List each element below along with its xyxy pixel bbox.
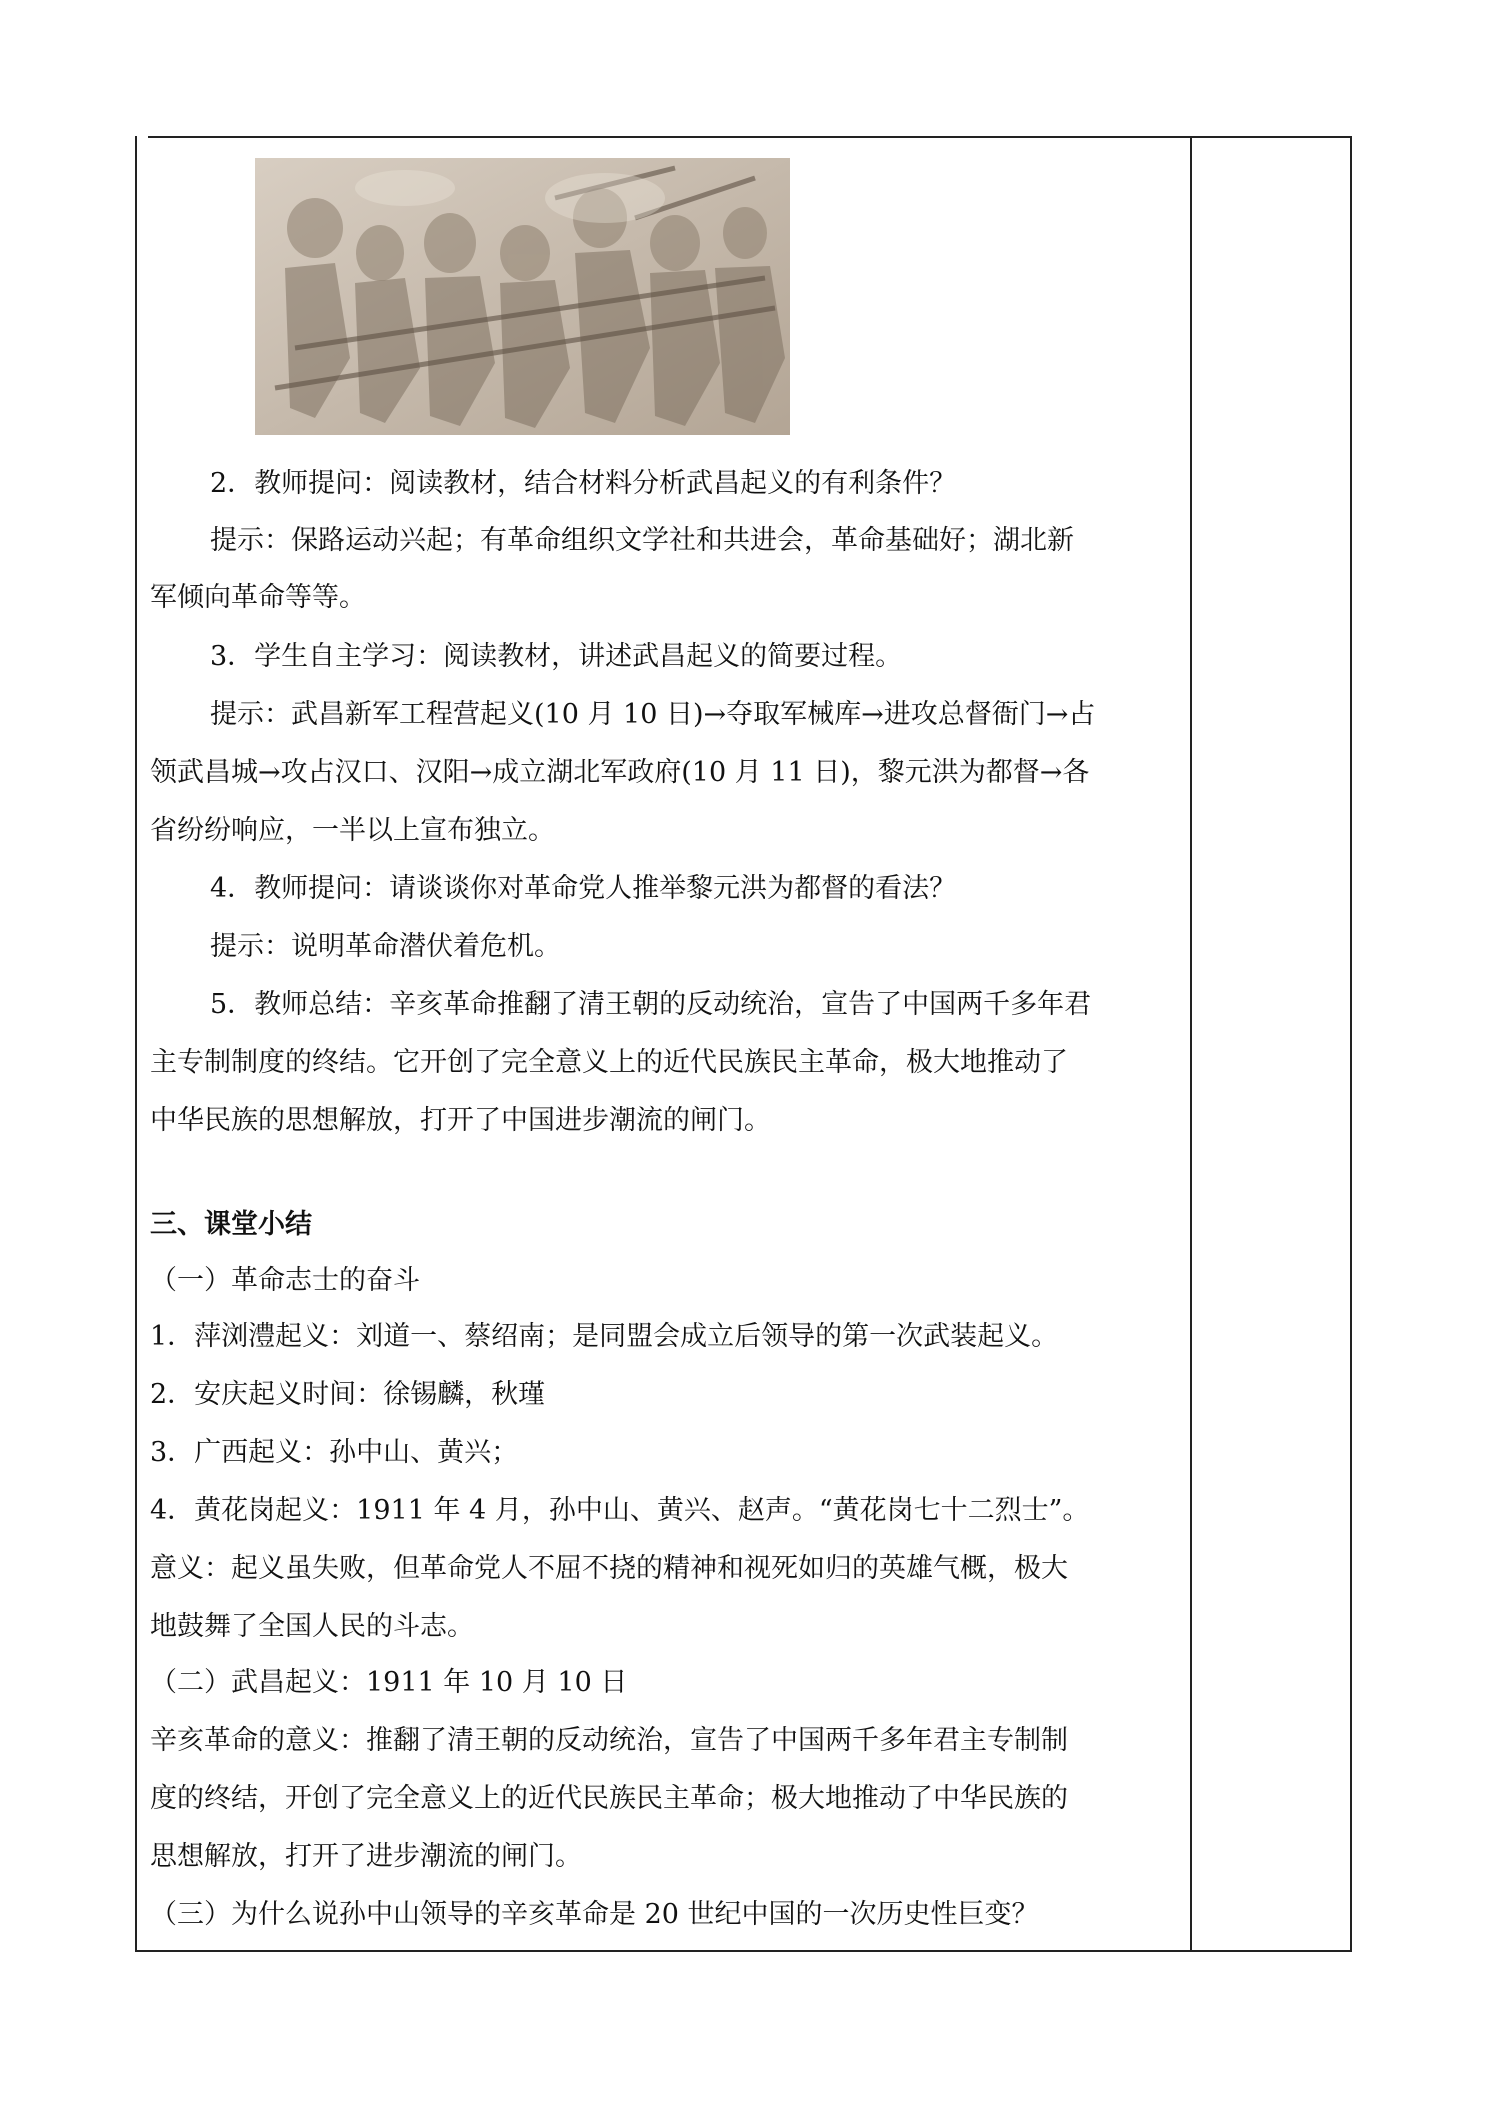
summary-item-2: 2．安庆起义时间：徐锡麟，秋瑾 [150, 1379, 546, 1410]
subheading-3: （三）为什么说孙中山领导的辛亥革命是 20 世纪中国的一次历史性巨变？ [150, 1899, 1039, 1930]
question-2: 2．教师提问：阅读教材，结合材料分析武昌起义的有利条件？ [210, 468, 957, 499]
significance-line-2: 地鼓舞了全国人民的斗志。 [150, 1611, 474, 1642]
summary-item-3: 3．广西起义：孙中山、黄兴； [150, 1437, 519, 1468]
section-heading-class-summary: 三、课堂小结 [150, 1209, 312, 1240]
summary-item-1: 1．萍浏澧起义：刘道一、蔡绍南；是同盟会成立后领导的第一次武装起义。 [150, 1321, 1059, 1352]
hint-2-line-1: 提示：保路运动兴起；有革命组织文学社和共进会，革命基础好；湖北新 [210, 525, 1074, 556]
hint-3-line-2: 领武昌城→攻占汉口、汉阳→成立湖北军政府(10 月 11 日)，黎元洪为都督→各 [150, 757, 1090, 788]
task-3: 3．学生自主学习：阅读教材，讲述武昌起义的简要过程。 [210, 641, 903, 672]
hint-4: 提示：说明革命潜伏着危机。 [210, 931, 561, 962]
hint-3-line-1: 提示：武昌新军工程营起义(10 月 10 日)→夺取军械库→进攻总督衙门→占 [210, 699, 1096, 730]
xinhai-significance-line-3: 思想解放，打开了进步潮流的闸门。 [150, 1841, 582, 1872]
xinhai-significance-line-2: 度的终结，开创了完全意义上的近代民族民主革命；极大地推动了中华民族的 [150, 1783, 1068, 1814]
wuchang-uprising-relief-image [255, 158, 790, 435]
hint-2-line-2: 军倾向革命等等。 [150, 582, 366, 613]
xinhai-significance-line-1: 辛亥革命的意义：推翻了清王朝的反动统治，宣告了中国两千多年君主专制制 [150, 1725, 1068, 1756]
subheading-2: （二）武昌起义：1911 年 10 月 10 日 [150, 1667, 628, 1698]
summary-item-4: 4．黄花岗起义：1911 年 4 月，孙中山、黄兴、赵声。“黄花岗七十二烈士”。 [150, 1495, 1090, 1526]
summary-5-line-3: 中华民族的思想解放，打开了中国进步潮流的闸门。 [150, 1105, 771, 1136]
question-4: 4．教师提问：请谈谈你对革命党人推举黎元洪为都督的看法？ [210, 873, 957, 904]
subheading-1: （一）革命志士的奋斗 [150, 1265, 420, 1296]
summary-5-line-2: 主专制制度的终结。它开创了完全意义上的近代民族民主革命，极大地推动了 [150, 1047, 1068, 1078]
hint-3-line-3: 省纷纷响应，一半以上宣布独立。 [150, 815, 555, 846]
summary-5-line-1: 5．教师总结：辛亥革命推翻了清王朝的反动统治，宣告了中国两千多年君 [210, 989, 1092, 1020]
significance-line-1: 意义：起义虽失败，但革命党人不屈不挠的精神和视死如归的英雄气概，极大 [150, 1553, 1068, 1584]
column-divider [1190, 136, 1192, 1952]
